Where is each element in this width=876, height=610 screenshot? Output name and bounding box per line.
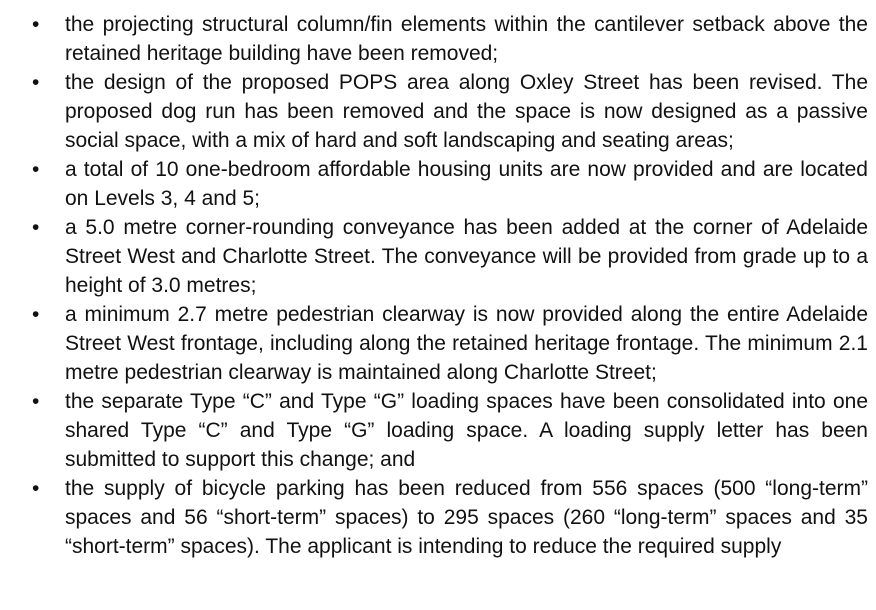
bullet-text: the projecting structural column/fin elements within the cantilever setback above the retained heritage building have been removed; (65, 13, 868, 65)
list-item (30, 68, 868, 155)
bullet-text: the supply of bicycle parking has been reduced from 556 spaces (500 “long-term” spaces and 56 “short-term” spaces) to 295 spaces (260 “long-term” spaces and 35 “short-term” spaces). The applicant is intending to reduce the required supply (65, 477, 868, 558)
bullet-icon: • (32, 71, 40, 94)
bullet-icon: • (32, 13, 40, 36)
bullet-text: a minimum 2.7 metre pedestrian clearway is now provided along the entire Adelaide Street West frontage, including along the retained heritage frontage. The minimum 2.1 metre pedestrian clearway is maintained along Charlotte Street; (65, 303, 868, 384)
bullet-icon: • (32, 390, 40, 413)
bullet-icon: • (32, 303, 40, 326)
list-item (30, 300, 868, 387)
bullet-icon: • (32, 477, 40, 500)
list-item (30, 155, 868, 213)
bullet-icon: • (32, 216, 40, 239)
bullet-icon: • (32, 158, 40, 181)
list-item (30, 213, 868, 300)
bullet-text: the design of the proposed POPS area along Oxley Street has been revised. The proposed dog run has been removed and the space is now designed as a passive social space, with a mix of hard and soft landscaping and seating areas; (65, 71, 868, 152)
bullet-text: a total of 10 one-bedroom affordable housing units are now provided and are located on Levels 3, 4 and 5; (65, 158, 868, 210)
list-item (30, 474, 868, 561)
bullet-text: a 5.0 metre corner-rounding conveyance has been added at the corner of Adelaide Street West and Charlotte Street. The conveyance will be provided from grade up to a height of 3.0 metres; (65, 216, 868, 297)
list-item (30, 10, 868, 68)
list-item (30, 387, 868, 474)
bullet-text: the separate Type “C” and Type “G” loading spaces have been consolidated into one shared Type “C” and Type “G” loading space. A loading supply letter has been submitted to support this change; and (65, 390, 868, 471)
